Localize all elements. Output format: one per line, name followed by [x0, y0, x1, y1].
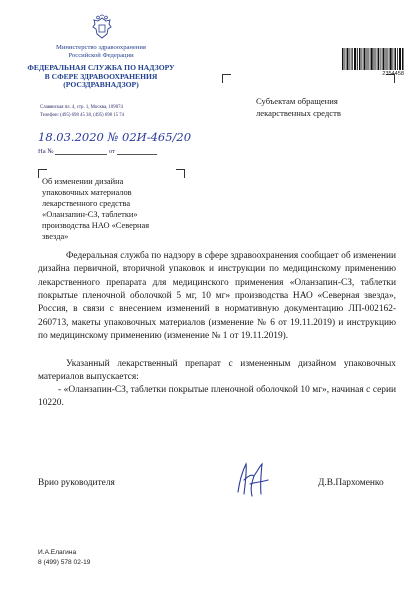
agency-name: ФЕДЕРАЛЬНАЯ СЛУЖБА ПО НАДЗОРУ В СФЕРЕ ЗДРАВООХРАНЕНИЯ (РОСЗДРАВНАДЗОР) [27, 63, 175, 90]
letter-subject: Об изменении дизайна упаковочных материалов лекарственного средства «Оланзапин-СЗ, таблетки» производства НАО «Северная звезда» [42, 177, 150, 241]
letter-recipient: Субъектам обращения лекарственных средств [256, 96, 341, 119]
agency-address: Славянская пл. 4, стр. 1, Москва, 109074 Телефон: (495) 698 45 38, (495) 698 15 74 [40, 105, 125, 118]
signatory-position: Врио руководителя [38, 478, 115, 488]
body-paragraph: Федеральная служба по надзору в сфере здравоохранения сообщает об изменении дизайна первичной, вторичной упаковок и инструкции по медицинскому применению лекарственного препарата для медицинского применения «Оланзапин-СЗ, таблетки покрытые пленочной оболочкой 5 мг, 10 мг» производства НАО «Северная звезда», Россия, в связи с внесением изменений в нормативную документацию ЛП-002162-260713, макеты упаковочных материалов (изменение № 6 от 19.11.2019) и инструкцию по медицинскому применению (изменение № 1 от 19.11.2019). [38, 251, 396, 342]
subject-corner-bracket [176, 169, 185, 178]
handwritten-signature-icon [230, 458, 274, 502]
executor-info: И.А.Елагина 8 (499) 578 02-19 [38, 549, 91, 566]
ministry-name: Министерство здравоохранения Российской Федерации [56, 44, 146, 59]
body-paragraph: - «Оланзапин-СЗ, таблетки покрытые пленочной оболочкой 10 мг», начиная с серии 10220. [38, 385, 396, 409]
signatory-name: Д.В.Пархоменко [318, 478, 384, 488]
registration-date-number: 18.03.2020 № 02И-465/20 [38, 130, 192, 144]
reference-number-line: На № от [38, 145, 157, 155]
barcode-icon [342, 48, 404, 70]
body-paragraph: Указанный лекарственный препарат с измененным дизайном упаковочных материалов выпускается: [38, 359, 396, 383]
coat-of-arms-emblem-icon [88, 14, 116, 42]
recipient-corner-bracket [222, 74, 231, 83]
barcode-number: 2354458 [382, 71, 404, 77]
